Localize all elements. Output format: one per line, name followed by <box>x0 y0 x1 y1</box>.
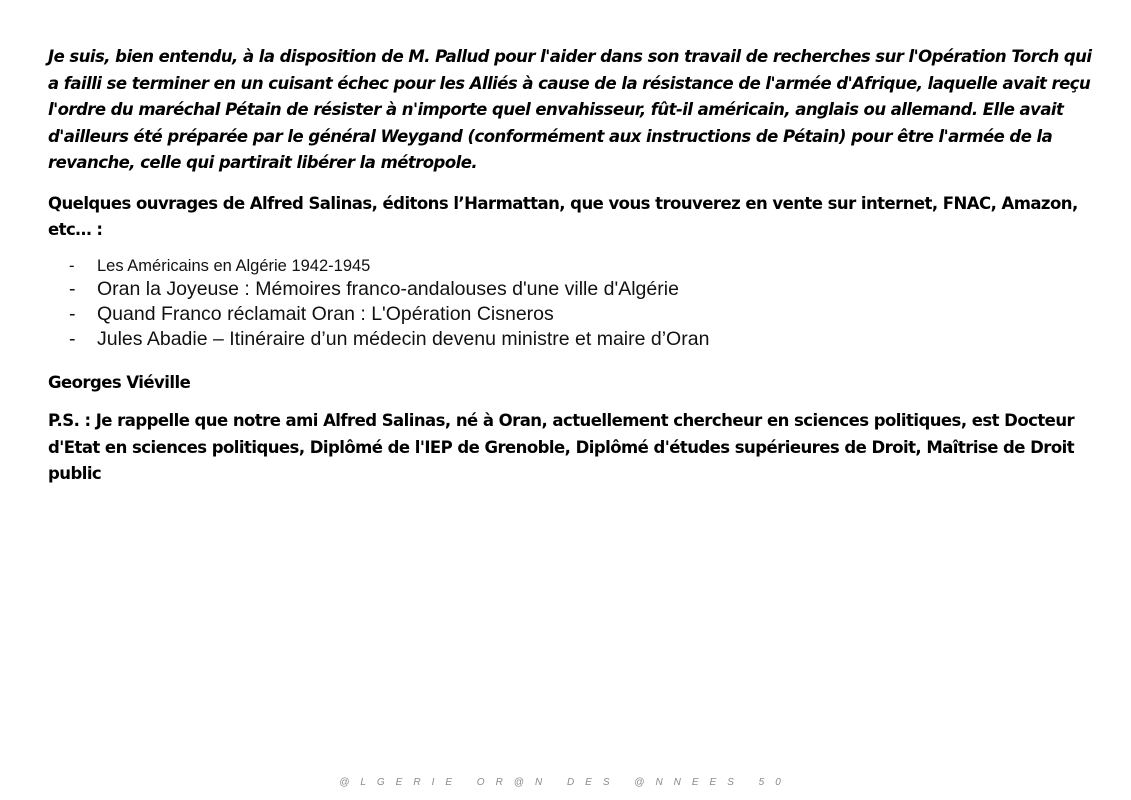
book-title: Oran la Joyeuse : Mémoires franco-andalouses d'une ville d'Algérie <box>97 277 679 300</box>
page-footer: @LGERIE OR@N DES @NNEES 50 <box>339 777 792 788</box>
list-item <box>48 277 1098 302</box>
list-bullet: - <box>69 256 75 275</box>
list-item <box>48 256 1098 277</box>
works-intro-paragraph: Quelques ouvrages de Alfred Salinas, éditons l’Harmattan, que vous trouverez en vente sur internet, FNAC, Amazon, etc… : <box>48 193 1078 239</box>
intro-paragraph: Je suis, bien entendu, à la disposition de M. Pallud pour l'aider dans son travail de recherches sur l'Opération Torch qui a failli se terminer en un cuisant échec pour les Alliés à cause de la résistance de l'armée d'Afrique, laquelle avait reçu l'ordre du maréchal Pétain de résister à n'importe quel envahisseur, fût-il américain, anglais ou allemand. Elle avait d'ailleurs été préparée par le général Weygand (conformément aux instructions de Pétain) pour être l'armée de la revanche, celle qui partirait libérer la métropole. <box>48 47 1092 172</box>
list-item <box>48 327 1098 352</box>
list-item <box>48 302 1098 327</box>
book-title: Jules Abadie – Itinéraire d’un médecin devenu ministre et maire d’Oran <box>97 327 710 350</box>
postscript-paragraph: P.S. : Je rappelle que notre ami Alfred Salinas, né à Oran, actuellement chercheur en sciences politiques, est Docteur d'Etat en sciences politiques, Diplômé de l'IEP de Grenoble, Diplômé d'études supérieures de Droit, Maîtrise de Droit public <box>48 411 1075 483</box>
book-title: Les Américains en Algérie 1942-1945 <box>97 256 371 275</box>
book-title: Quand Franco réclamait Oran : L'Opération Cisneros <box>97 302 554 325</box>
list-bullet: - <box>69 327 76 350</box>
document-body <box>48 44 1098 488</box>
list-bullet: - <box>69 302 76 325</box>
signature: Georges Viéville <box>48 372 191 392</box>
book-list <box>48 256 1098 352</box>
list-bullet: - <box>69 277 76 300</box>
